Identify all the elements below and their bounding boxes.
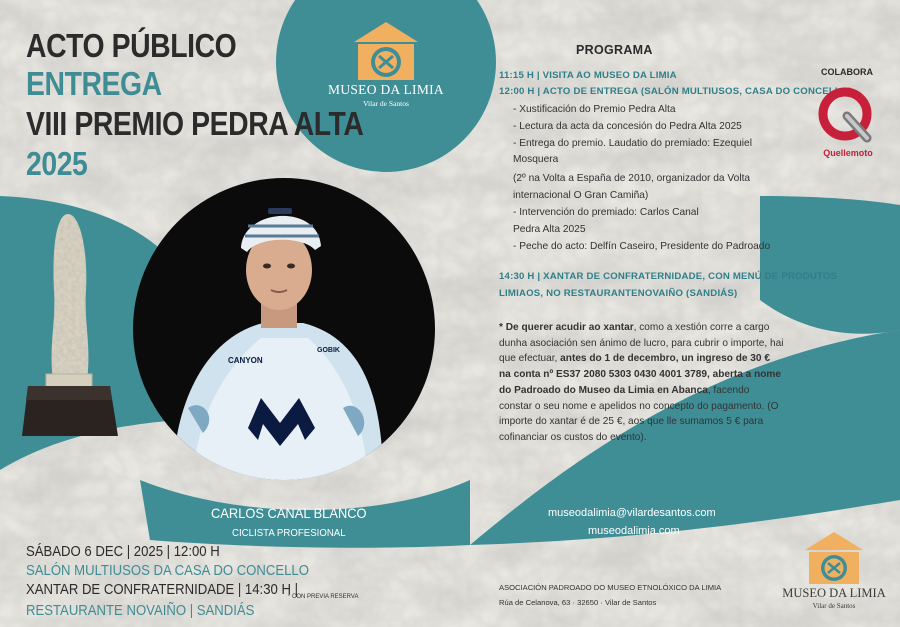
- sponsor-name: Quellemoto: [823, 148, 873, 158]
- contact-email[interactable]: museodalimia@vilardesantos.com: [548, 507, 716, 519]
- museum-logo-bottom-icon: [773, 526, 895, 586]
- pedra-alta-trophy-image: [20, 210, 120, 442]
- programme-item: - Intervención do premiado: Carlos Canal: [513, 207, 699, 218]
- title-line-2: ENTREGA: [26, 65, 162, 102]
- programme-item: Pedra Alta 2025: [513, 224, 586, 235]
- programme-item: - Lectura da acta da concesión do Pedra Alta 2025: [513, 121, 742, 132]
- winner-role: CICLISTA PROFESIONAL: [232, 527, 346, 539]
- note-part-5: aberta a nome do Padroado do Museo da Limia en Abanca: [499, 369, 782, 396]
- winner-photo: [133, 178, 435, 480]
- programme-visit: 11:15 H | VISITA AO MUSEO DA LIMIA: [499, 70, 677, 81]
- museum-logo: [318, 16, 454, 116]
- footer-address: Rúa de Celanova, 63 · 32650 · Vilar de Santos: [499, 598, 657, 607]
- title-line-4: 2025: [26, 145, 88, 182]
- programme-item: internacional O Gran Camiña): [513, 190, 649, 201]
- programme-act: 12:00 H | ACTO DE ENTREGA (SALÓN MULTIUSOS, CASA DO CONCELLO): [499, 86, 852, 97]
- programme-item: - Entrega do premio. Laudatio do premiado: Ezequiel: [513, 138, 752, 149]
- logo-bottom-place: Vilar de Santos: [812, 602, 856, 610]
- jersey-sponsor: GOBIK: [317, 347, 340, 354]
- sponsor-label: COLABORA: [821, 67, 873, 77]
- reservation-note: * CON PREVIA RESERVA: [288, 594, 359, 600]
- quellemoto-logo-icon: [817, 86, 877, 144]
- note-part-6: , facendo constar o seu nome e apelidos no concepto do pagamento. (O importe do xantar é de 25 €, aos que lle sumamos 5 € para cofinanciar os custos do evento).: [499, 384, 779, 443]
- note-part-2: , como a xestión corre a cargo dunha asociación sen ánimo de lucro, para cubrir o importe, hai que efectuar,: [499, 322, 784, 365]
- event-restaurant: RESTAURANTE NOVAIÑO | SANDIÁS: [26, 603, 255, 619]
- title-line-3: VIII PREMIO PEDRA ALTA: [26, 105, 364, 142]
- logo-place: Vilar de Santos: [363, 99, 409, 108]
- programme-item: Mosquera: [513, 154, 559, 165]
- programme-heading: PROGRAMA: [576, 43, 653, 57]
- programme-item: (2º na Volta a España de 2010, organizador da Volta: [513, 173, 751, 184]
- programme-lunch: 14:30 H | XANTAR DE CONFRATERNIDADE, CON MENÚ DE PRODUTOS: [499, 271, 838, 282]
- logo-name: MUSEO DA LIMIA: [328, 82, 444, 97]
- event-venue: SALÓN MULTIUSOS DA CASA DO CONCELLO: [26, 563, 309, 579]
- note-part-1: * De querer acudir ao xantar: [499, 322, 634, 333]
- programme-item: - Xustificación do Premio Pedra Alta: [513, 104, 676, 115]
- contact-website[interactable]: museodalimia.com: [588, 525, 680, 537]
- logo-bottom-name: MUSEO DA LIMIA: [782, 586, 886, 600]
- note-part-4: ES37 2080 5303 0430 4001 3789,: [553, 369, 713, 381]
- footer-organisation: ASOCIACIÓN PADROADO DO MUSEO ETNOLÓXICO DA LIMIA: [499, 583, 722, 592]
- event-date: SÁBADO 6 DEC | 2025 | 12:00 H: [26, 544, 220, 560]
- programme-item: - Peche do acto: Delfín Caseiro, Presidente do Padroado: [513, 241, 771, 252]
- title-line-1: ACTO PÚBLICO: [26, 27, 237, 64]
- museum-logo-bottom: [773, 526, 895, 618]
- winner-name: CARLOS CANAL BLANCO: [211, 505, 367, 521]
- cyclist-portrait-icon: [133, 178, 435, 480]
- lunch-payment-note: [499, 320, 784, 446]
- museum-logo-icon: [318, 16, 454, 86]
- event-lunch: XANTAR DE CONFRATERNIDADE | 14:30 H |: [26, 582, 298, 598]
- programme-lunch-venue: LIMIAOS, NO RESTAURANTENOVAIÑO (SANDIÁS): [499, 288, 738, 299]
- note-part-3: antes do 1 de decembro, un ingreso de 30 € na conta nº: [499, 353, 770, 381]
- jersey-brand: CANYON: [228, 356, 263, 365]
